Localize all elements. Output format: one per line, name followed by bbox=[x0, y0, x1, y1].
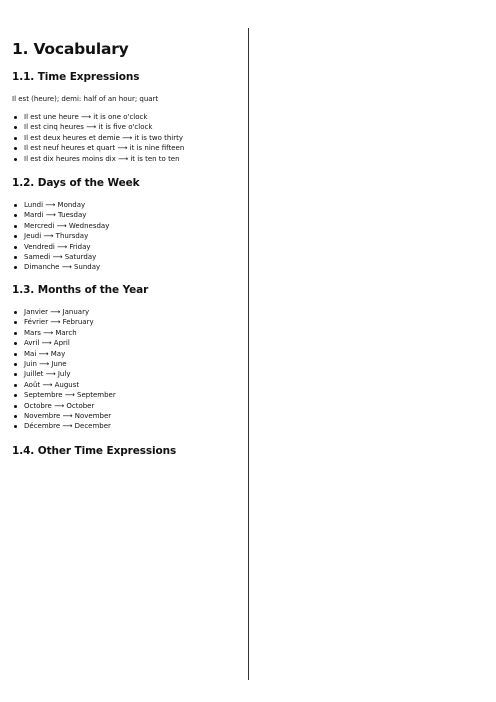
list-item: Décembre ⟶ December bbox=[12, 421, 116, 431]
list-item: Mai ⟶ May bbox=[12, 349, 116, 359]
list-item: Il est deux heures et demie ⟶ it is two thirty bbox=[12, 133, 184, 143]
list-item: Mars ⟶ March bbox=[12, 328, 116, 338]
days-list bbox=[12, 200, 109, 273]
list-item: Octobre ⟶ October bbox=[12, 401, 116, 411]
section-heading-months: 1.3. Months of the Year bbox=[12, 284, 149, 296]
section-heading-time-expressions: 1.1. Time Expressions bbox=[12, 71, 140, 83]
list-item: Septembre ⟶ September bbox=[12, 390, 116, 400]
list-item: Janvier ⟶ January bbox=[12, 307, 116, 317]
list-item: Lundi ⟶ Monday bbox=[12, 200, 109, 210]
column-divider bbox=[248, 28, 249, 680]
list-item: Avril ⟶ April bbox=[12, 338, 116, 348]
list-item: Février ⟶ February bbox=[12, 317, 116, 327]
list-item: Il est dix heures moins dix ⟶ it is ten to ten bbox=[12, 154, 184, 164]
list-item: Dimanche ⟶ Sunday bbox=[12, 262, 109, 272]
list-item: Novembre ⟶ November bbox=[12, 411, 116, 421]
section-heading-days: 1.2. Days of the Week bbox=[12, 177, 140, 189]
list-item: Jeudi ⟶ Thursday bbox=[12, 231, 109, 241]
page-title: 1. Vocabulary bbox=[12, 40, 129, 58]
time-expressions-intro: Il est (heure); demi: half of an hour; quart bbox=[12, 95, 159, 103]
section-heading-other-time: 1.4. Other Time Expressions bbox=[12, 445, 177, 457]
list-item: Il est neuf heures et quart ⟶ it is nine fifteen bbox=[12, 143, 184, 153]
months-list bbox=[12, 307, 116, 432]
list-item: Juillet ⟶ July bbox=[12, 369, 116, 379]
list-item: Il est une heure ⟶ it is one o'clock bbox=[12, 112, 184, 122]
list-item: Vendredi ⟶ Friday bbox=[12, 242, 109, 252]
list-item: Mardi ⟶ Tuesday bbox=[12, 210, 109, 220]
list-item: Il est cinq heures ⟶ it is five o'clock bbox=[12, 122, 184, 132]
list-item: Samedi ⟶ Saturday bbox=[12, 252, 109, 262]
list-item: Juin ⟶ June bbox=[12, 359, 116, 369]
time-expressions-list bbox=[12, 112, 184, 164]
list-item: Mercredi ⟶ Wednesday bbox=[12, 221, 109, 231]
list-item: Août ⟶ August bbox=[12, 380, 116, 390]
